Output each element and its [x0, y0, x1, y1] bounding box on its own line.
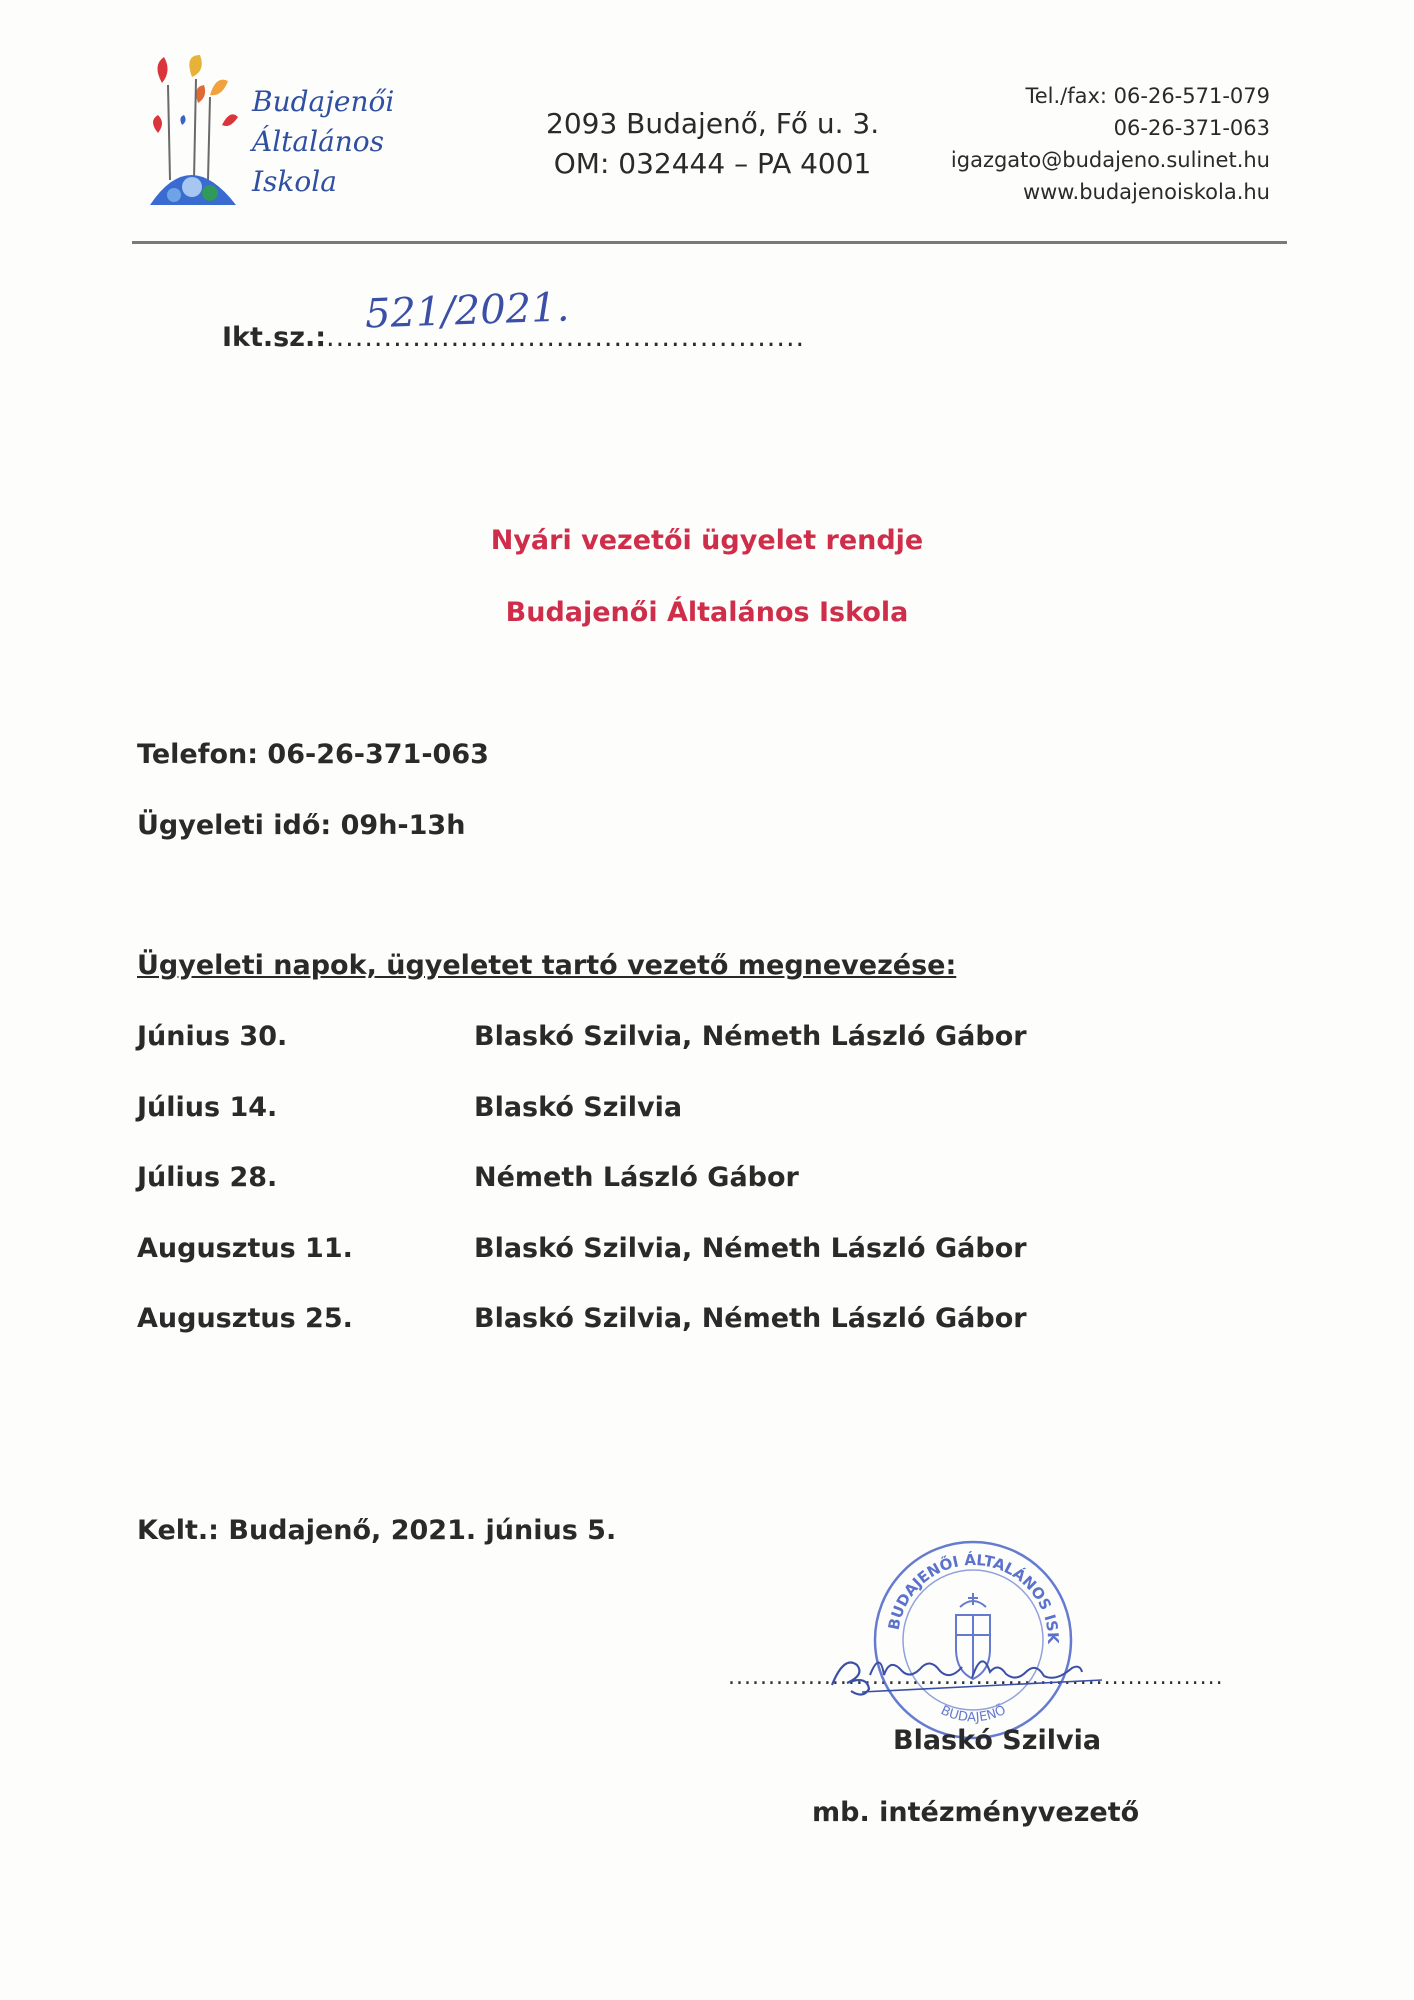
handwritten-signature [822, 1630, 1112, 1705]
filing-dots: .................................................. [326, 322, 806, 353]
om-line: OM: 032444 – PA 4001 [553, 147, 872, 180]
email: igazgato@budajeno.sulinet.hu [950, 148, 1270, 172]
website: www.budajenoiskola.hu [1022, 180, 1270, 204]
logo-line-1: Budajenői [252, 85, 395, 118]
schedule-date: Július 28. [137, 1162, 278, 1193]
schedule-names: Blaskó Szilvia, Németh László Gábor [474, 1021, 1027, 1052]
phone-info: Telefon: 06-26-371-063 [137, 739, 489, 770]
signer-title: mb. intézményvezető [812, 1797, 1140, 1828]
duty-hours: Ügyeleti idő: 09h-13h [137, 810, 466, 841]
svg-text:BUDAJENŐ [938, 1702, 1008, 1725]
schedule-names: Németh László Gábor [474, 1162, 799, 1193]
phone-2: 06-26-371-063 [1113, 116, 1270, 140]
signer-name: Blaskó Szilvia [893, 1725, 1102, 1756]
tel-fax: Tel./fax: 06-26-571-079 [1025, 84, 1270, 108]
filing-handwritten-value: 521/2021. [364, 284, 571, 338]
document-subtitle: Budajenői Általános Iskola [505, 597, 909, 628]
schedule-date: Július 14. [137, 1092, 278, 1123]
svg-text:BUDAJENŐI ÁLTALÁNOS ISKOLA [868, 1535, 1062, 1645]
schedule-names: Blaskó Szilvia [474, 1092, 683, 1123]
schedule-date: Augusztus 11. [137, 1233, 353, 1264]
address-line: 2093 Budajenő, Fő u. 3. [546, 107, 880, 140]
schedule-names: Blaskó Szilvia, Németh László Gábor [474, 1233, 1027, 1264]
logo-wordmark [252, 82, 394, 202]
schedule-date: Június 30. [137, 1021, 288, 1052]
contact-block [951, 80, 1270, 208]
header-divider [132, 241, 1287, 244]
schedule-names: Blaskó Szilvia, Németh László Gábor [474, 1303, 1027, 1334]
dated-line: Kelt.: Budajenő, 2021. június 5. [137, 1515, 617, 1546]
stamp-text-top: BUDAJENŐI ÁLTALÁNOS ISK [884, 1550, 1063, 1644]
stamp-text-bottom: BUDAJENŐ [938, 1702, 1009, 1726]
signature-line: .............................................................. [728, 1665, 1224, 1690]
filing-label: Ikt.sz.: [222, 322, 327, 353]
school-address [546, 104, 879, 184]
document-title: Nyári vezetői ügyelet rendje [490, 525, 924, 556]
schedule-heading: Ügyeleti napok, ügyeletet tartó vezető megnevezése: [137, 950, 957, 981]
school-logo [148, 55, 238, 210]
logo-line-3: Iskola [252, 165, 337, 198]
logo-line-2: Általános [252, 125, 385, 158]
schedule-date: Augusztus 25. [137, 1303, 353, 1334]
